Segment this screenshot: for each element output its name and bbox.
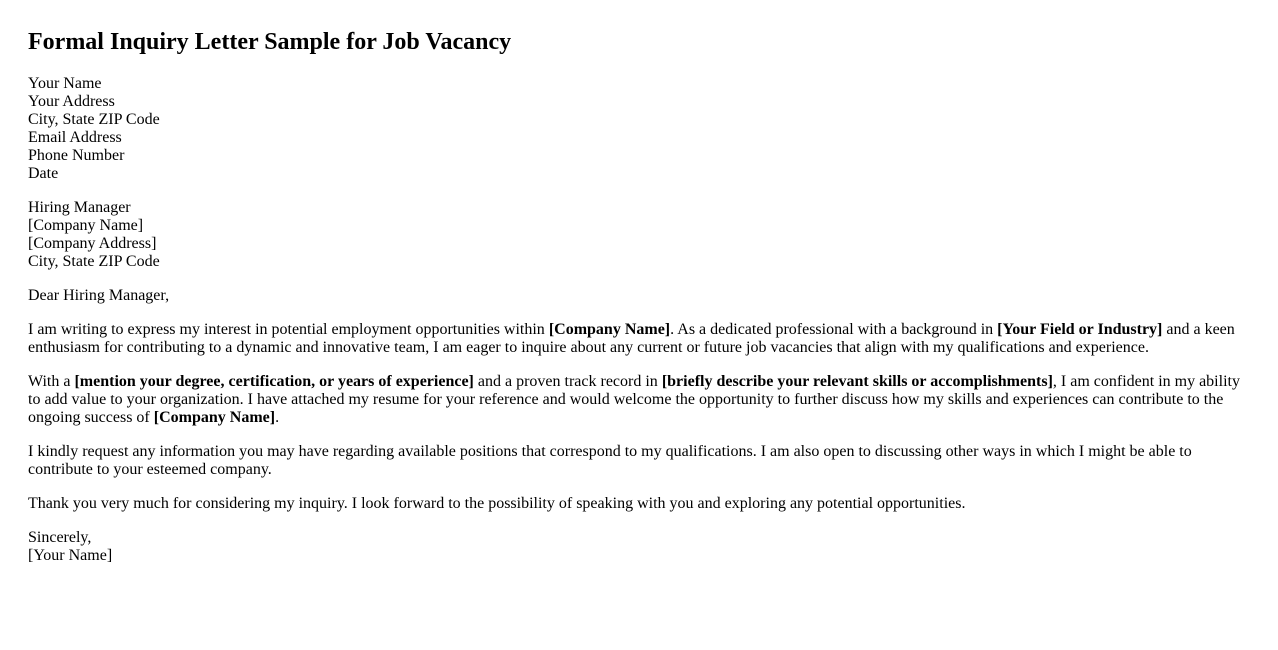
valediction: Sincerely, [28, 529, 92, 546]
paragraph-request: I kindly request any information you may have regarding available positions that correspond to my qualifications. I am also open to discussing other ways in which I might be able to contribute to your esteemed company. [28, 443, 1192, 478]
placeholder-degree: [mention your degree, certification, or years of experience] [74, 373, 474, 390]
sender-name: Your Name [28, 75, 102, 92]
recipient-city-state-zip: City, State ZIP Code [28, 253, 160, 270]
recipient-company-address: [Company Address] [28, 235, 157, 252]
paragraph-text: . [275, 409, 280, 426]
recipient-company-name: [Company Name] [28, 217, 144, 234]
paragraph-text: I am writing to express my interest in potential employment opportunities within [28, 321, 549, 338]
paragraph-text: , I am confident in my ability to add value to your organization. I have attached my resume for your reference and would welcome the opportunity to further discuss how my skills and experiences can contribute to the ongoing success of [28, 373, 1240, 426]
paragraph-qualifications [28, 373, 1244, 427]
paragraph-text: and a proven track record in [473, 373, 662, 390]
signature: [Your Name] [28, 547, 113, 564]
salutation: Dear Hiring Manager, [28, 287, 170, 304]
paragraph-text: With a [28, 373, 75, 390]
paragraph-interest [28, 321, 1244, 357]
recipient-block [28, 199, 1244, 271]
sender-address: Your Address [28, 93, 115, 110]
placeholder-company-name: [Company Name] [153, 409, 276, 426]
sender-email: Email Address [28, 129, 122, 146]
sender-city-state-zip: City, State ZIP Code [28, 111, 160, 128]
placeholder-field-industry: [Your Field or Industry] [997, 321, 1163, 338]
paragraph-thanks: Thank you very much for considering my inquiry. I look forward to the possibility of speaking with you and exploring any potential opportunities. [28, 495, 966, 512]
closing-block [28, 529, 1244, 565]
page-title: Formal Inquiry Letter Sample for Job Vacancy [28, 29, 512, 55]
paragraph-text: and a keen enthusiasm for contributing to a dynamic and innovative team, I am eager to inquire about any current or future job vacancies that align with my qualifications and experience. [28, 321, 1235, 356]
placeholder-company-name: [Company Name] [548, 321, 671, 338]
sender-date: Date [28, 165, 59, 182]
sender-block [28, 75, 1244, 183]
placeholder-skills: [briefly describe your relevant skills or accomplishments] [661, 373, 1053, 390]
recipient-title: Hiring Manager [28, 199, 131, 216]
paragraph-text: . As a dedicated professional with a background in [670, 321, 998, 338]
sender-phone: Phone Number [28, 147, 125, 164]
